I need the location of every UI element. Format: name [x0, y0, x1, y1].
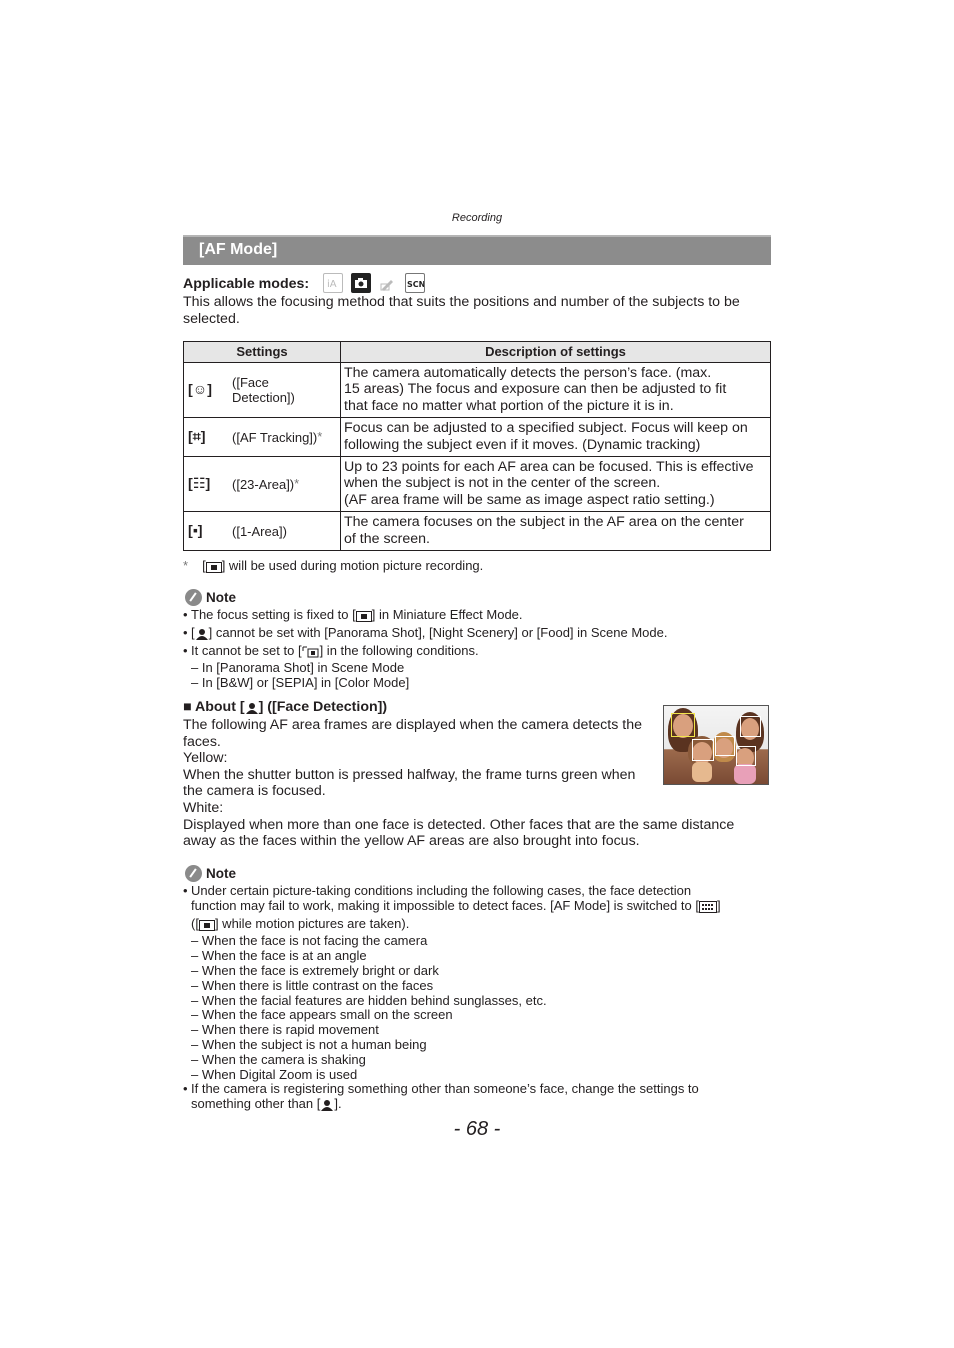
23-area-icon — [699, 901, 717, 917]
header-description: Description of settings — [341, 342, 771, 363]
face-detection-icon — [195, 628, 209, 644]
note-heading-text: Note — [206, 590, 236, 605]
list-item — [183, 884, 771, 934]
header-settings: Settings — [184, 342, 341, 363]
1-area-icon — [356, 611, 372, 626]
list-item: – When the face is at an angle — [191, 948, 367, 964]
item-text: function may fail to work, making it impossible to detect faces. [AF Mode] is switched to [ — [191, 897, 699, 913]
footnote-mark: * — [183, 558, 189, 573]
camera-icon — [351, 273, 371, 293]
list-item — [183, 608, 771, 626]
item-text: It cannot be set to [ — [191, 642, 302, 658]
setting-name: ([Face Detection]) — [232, 375, 295, 405]
setting-cell — [184, 363, 341, 418]
list-item: – When there is rapid movement — [191, 1022, 379, 1038]
list-item: – When there is little contrast on the faces — [191, 977, 434, 993]
setting-cell — [184, 457, 341, 512]
list-item — [183, 644, 771, 662]
list-item: – When the face is not facing the camera — [191, 933, 428, 949]
face-detection-icon: [☺] — [188, 381, 212, 398]
desc-line: that face no matter what portion of the picture it is in. — [344, 397, 674, 414]
about-heading — [183, 699, 387, 719]
desc-line: of the screen. — [344, 530, 430, 547]
text-line: away as the faces within the yellow AF areas are also brought into focus. — [183, 833, 640, 850]
face-detection-photo — [663, 705, 769, 785]
23-area-icon: [☷] — [188, 475, 211, 492]
intelligent-auto-icon — [323, 273, 343, 293]
table-row — [184, 363, 771, 418]
item-text: ] in the following conditions. — [319, 642, 479, 658]
af-tracking-icon — [302, 646, 320, 662]
scn-icon — [405, 273, 425, 293]
face-detection-icon — [320, 1099, 334, 1115]
list-item: – When the subject is not a human being — [191, 1036, 427, 1052]
note-section — [185, 589, 236, 606]
asterisk: * — [317, 428, 323, 444]
setting-name: ([1-Area]) — [232, 523, 287, 539]
item-text: ] — [716, 897, 721, 913]
table-row — [184, 418, 771, 457]
text-line: When the shutter button is pressed halfway, the frame turns green when — [183, 766, 636, 783]
description-cell — [341, 363, 771, 418]
item-text-line — [191, 899, 771, 917]
list-item: – When the camera is shaking — [191, 1051, 366, 1067]
about-heading-post: ] ([Face Detection]) — [258, 699, 388, 715]
desc-line: Focus can be adjusted to a specified subject. Focus will keep on — [344, 420, 748, 436]
list-item — [183, 626, 771, 644]
item-text: ([ — [191, 915, 199, 931]
footnote — [183, 559, 483, 577]
item-text-line — [191, 917, 771, 935]
applicable-modes-label: Applicable modes: — [183, 276, 310, 292]
note-list — [183, 884, 771, 1115]
title-bar — [183, 235, 771, 265]
about-heading-pre: ■ About [ — [183, 699, 245, 715]
footnote-pre: [ — [202, 558, 206, 573]
item-text: ]. — [334, 1096, 342, 1112]
desc-line: The camera focuses on the subject in the AF area on the center — [344, 514, 744, 530]
list-item: – When the face appears small on the screen — [191, 1007, 453, 1023]
item-text: ] while motion pictures are taken). — [214, 915, 410, 931]
desc-line: 15 areas) The focus and exposure can then be adjusted to fit — [344, 381, 727, 398]
item-text: something other than [ — [191, 1096, 321, 1112]
intro-text: This allows the focusing method that suits the positions and number of the subjects to be selected. — [183, 294, 740, 327]
item-text: [ — [191, 624, 195, 640]
desc-line: The camera automatically detects the person’s face. (max. — [344, 364, 712, 381]
svg-text:iA: iA — [327, 279, 337, 290]
item-text: ] in Miniature Effect Mode. — [371, 607, 523, 622]
section-label: Recording — [451, 212, 503, 224]
text-line: White: — [183, 799, 224, 816]
desc-line: (AF area frame will be same as image aspect ratio setting.) — [344, 491, 715, 508]
table-row — [184, 457, 771, 512]
list-item — [183, 1082, 771, 1115]
list-item: – In [B&W] or [SEPIA] in [Color Mode] — [191, 675, 410, 691]
footnote-post: ] will be used during motion picture recording. — [221, 558, 484, 573]
1-area-icon — [199, 920, 215, 935]
setting-cell — [184, 512, 341, 551]
text-line: faces. — [183, 733, 221, 750]
setting-name: ([AF Tracking]) — [232, 429, 318, 445]
list-item: – In [Panorama Shot] in Scene Mode — [191, 660, 405, 676]
text-line: Yellow: — [183, 750, 228, 767]
table-header-row — [184, 342, 771, 363]
section-title: [AF Mode] — [199, 241, 278, 258]
1-area-icon: [▪] — [188, 522, 203, 539]
table-row — [184, 512, 771, 551]
desc-line: Up to 23 points for each AF area can be focused. This is effective — [344, 458, 754, 475]
text-line: Displayed when more than one face is detected. Other faces that are the same distance — [183, 816, 735, 833]
af-tracking-icon: [⌗] — [188, 428, 206, 445]
note-icon — [185, 589, 202, 606]
item-text-line — [191, 1097, 771, 1115]
description-cell — [341, 418, 771, 457]
item-text: • Under certain picture-taking conditions including the following cases, the face detection — [191, 883, 692, 898]
desc-line: following the subject even if it moves. (Dynamic tracking) — [344, 436, 701, 453]
settings-table — [183, 341, 771, 551]
note-icon — [185, 865, 202, 882]
text-line: the camera is focused. — [183, 783, 326, 800]
page-number: - 68 - — [453, 1118, 501, 1140]
item-text: ] cannot be set with [Panorama Shot], [Night Scenery] or [Food] in Scene Mode. — [208, 624, 668, 640]
note-heading — [185, 865, 236, 882]
applicable-modes — [183, 273, 429, 293]
note-heading-text: Note — [206, 866, 236, 881]
description-cell — [341, 512, 771, 551]
asterisk: * — [294, 475, 300, 491]
item-text: • If the camera is registering something other than someone’s face, change the settings to — [191, 1081, 699, 1097]
item-text: The focus setting is fixed to [ — [191, 607, 356, 622]
desc-line: when the subject is not in the center of the screen. — [344, 475, 661, 492]
list-item: – When the facial features are hidden behind sunglasses, etc. — [191, 992, 547, 1008]
text-line: The following AF area frames are displayed when the camera detects the — [183, 717, 642, 733]
list-item: – When the face is extremely bright or dark — [191, 962, 439, 978]
creative-icon — [379, 274, 397, 292]
list-item: – When Digital Zoom is used — [191, 1066, 358, 1082]
1-area-icon — [206, 562, 222, 577]
svg-text:SCN: SCN — [406, 280, 424, 289]
note-list — [183, 608, 771, 691]
note-section — [185, 865, 236, 882]
setting-cell — [184, 418, 341, 457]
note-heading — [185, 589, 236, 606]
description-cell — [341, 457, 771, 512]
setting-name: ([23-Area]) — [232, 476, 295, 492]
